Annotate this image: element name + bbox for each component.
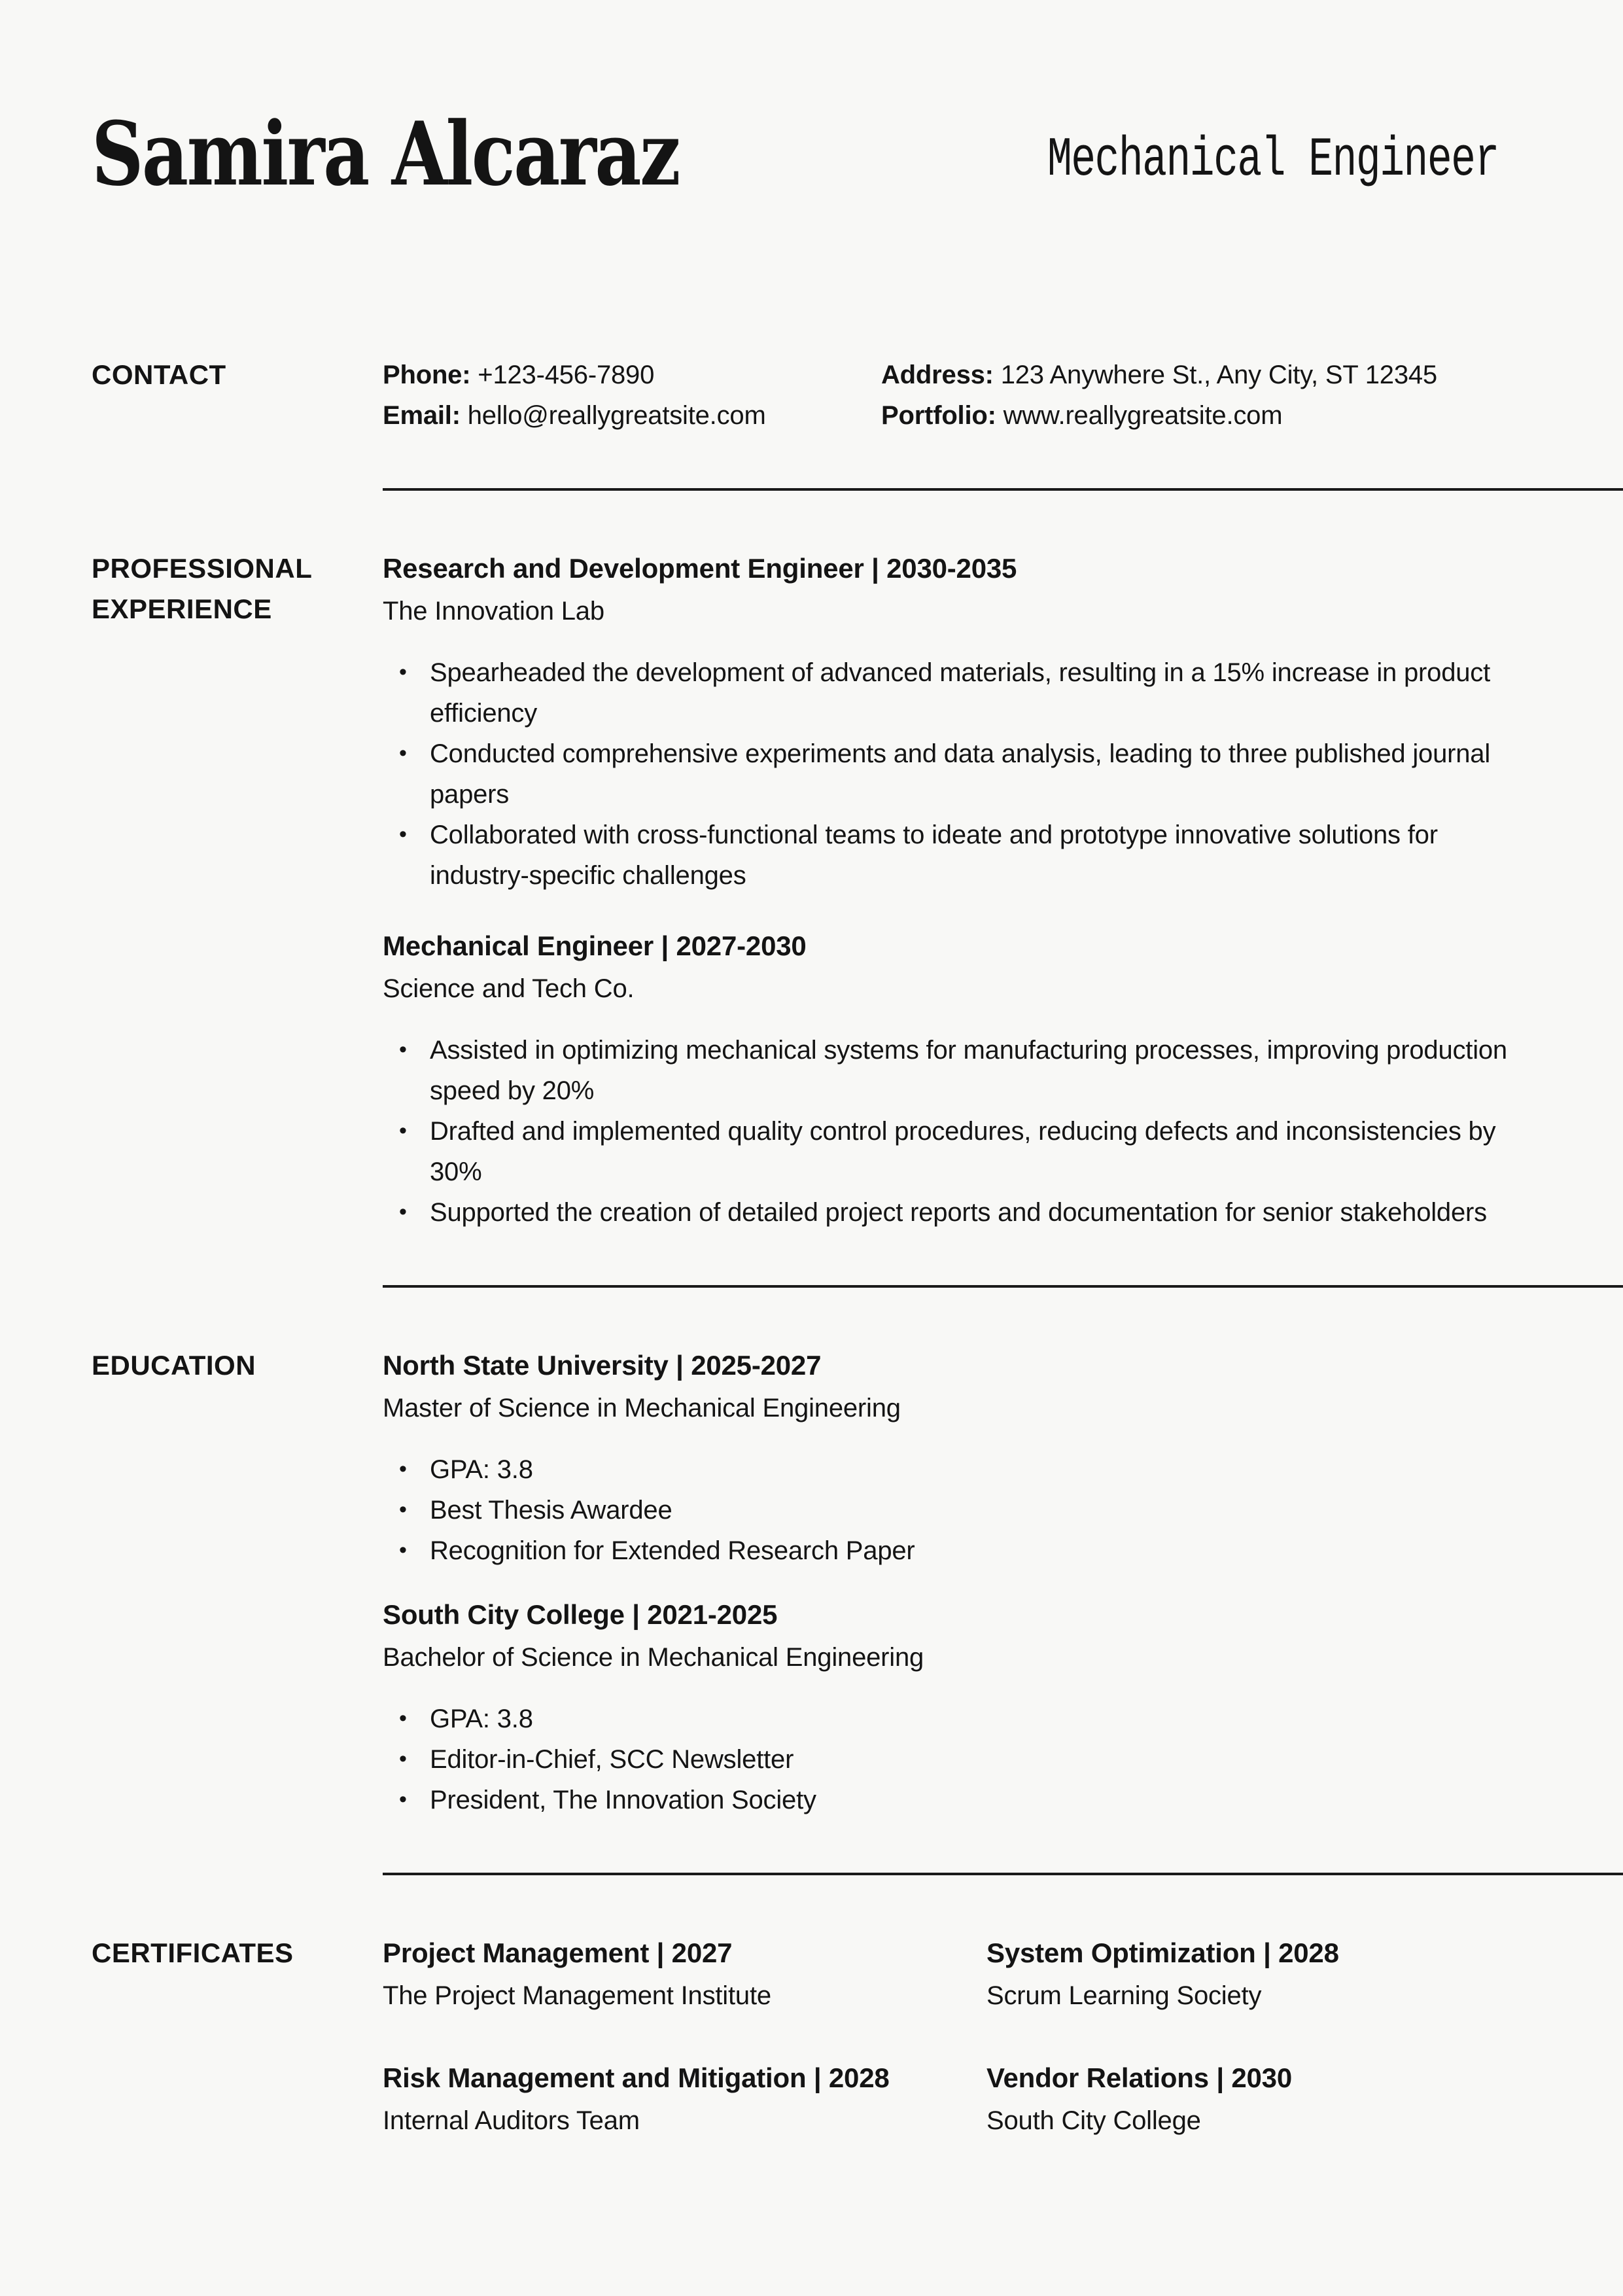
job-title: Research and Development Engineer | 2030-2035 [383,553,1017,584]
contact-item-email [383,395,881,436]
job-company: The Innovation Lab [383,597,604,626]
bullet-item: • GPA: 3.8 [430,1699,1509,1739]
header [92,0,1623,205]
certificate-org: South City College [986,2106,1201,2135]
section-label-experience: PROFESSIONAL EXPERIENCE [92,553,312,624]
section-divider [383,1285,1623,1288]
contact-label-address: Address: [881,361,994,389]
experience-content [383,548,1548,1233]
school-bullet-list [383,1449,1548,1571]
bullet-item: • Conducted comprehensive experiments and data analysis, leading to three published journal papers [430,733,1509,815]
job-title: Mechanical Engineer | 2027-2030 [383,930,807,961]
bullet-item: • Best Thesis Awardee [430,1490,1509,1530]
contact-column-left [383,355,881,436]
section-divider [383,488,1623,491]
job-bullet-list [383,1030,1548,1233]
certificate-org: The Project Management Institute [383,1981,771,2010]
school-degree: Master of Science in Mechanical Engineering [383,1394,901,1422]
certificate-entry [986,2058,1548,2141]
contact-column-right [881,355,1548,436]
section-label-education: EDUCATION [92,1350,256,1381]
bullet-item: • Drafted and implemented quality control procedures, reducing defects and inconsistencies by 30% [430,1111,1509,1192]
contact-value-portfolio: www.reallygreatsite.com [1003,401,1283,430]
certificates-section [92,1933,1623,2141]
school-title: North State University | 2025-2027 [383,1350,822,1381]
contact-label-portfolio: Portfolio: [881,401,996,430]
contact-value-address: 123 Anywhere St., Any City, ST 12345 [1000,361,1437,389]
certificate-org: Internal Auditors Team [383,2106,640,2135]
education-section [92,1345,1623,1820]
bullet-item: • Supported the creation of detailed project reports and documentation for senior stakeholders [430,1192,1509,1233]
section-label-contact: CONTACT [92,359,226,390]
contact-item-address [881,355,1548,395]
section-divider [383,1873,1623,1875]
contact-value-email: hello@reallygreatsite.com [467,401,766,430]
school-bullet-list [383,1699,1548,1820]
contact-label-phone: Phone: [383,361,471,389]
job-entry [383,926,1548,1233]
person-name: Samira Alcaraz [92,102,680,205]
section-label-certificates: CERTIFICATES [92,1937,294,1968]
bullet-item: • President, The Innovation Society [430,1780,1509,1820]
contact-value-phone: +123-456-7890 [478,361,655,389]
school-title: South City College | 2021-2025 [383,1599,778,1630]
certificate-title: Risk Management and Mitigation | 2028 [383,2062,890,2093]
bullet-item: • Collaborated with cross-functional teams to ideate and prototype innovative solutions for industry-specific challenges [430,815,1509,896]
school-degree: Bachelor of Science in Mechanical Engineering [383,1643,924,1672]
contact-item-portfolio [881,395,1548,436]
job-entry [383,548,1548,896]
certificates-content [383,1933,1548,2141]
experience-section [92,548,1623,1233]
education-content [383,1345,1548,1820]
certificates-grid [383,1933,1548,2141]
school-entry [383,1595,1548,1820]
certificate-entry [383,2058,986,2141]
certificate-entry [383,1933,986,2016]
certificate-title: Vendor Relations | 2030 [986,2062,1292,2093]
contact-section [92,355,1623,436]
bullet-item: • Spearheaded the development of advanced materials, resulting in a 15% increase in product efficiency [430,652,1509,733]
contact-grid [383,355,1548,436]
job-bullet-list [383,652,1548,896]
bullet-item: • Assisted in optimizing mechanical systems for manufacturing processes, improving production speed by 20% [430,1030,1509,1111]
person-title: Mechanical Engineer [1047,130,1499,192]
contact-label-email: Email: [383,401,461,430]
school-entry [383,1345,1548,1571]
certificate-entry [986,1933,1548,2016]
certificate-title: System Optimization | 2028 [986,1937,1339,1968]
job-company: Science and Tech Co. [383,974,635,1003]
bullet-item: • GPA: 3.8 [430,1449,1509,1490]
certificate-title: Project Management | 2027 [383,1937,733,1968]
contact-content [383,355,1548,436]
contact-item-phone [383,355,881,395]
bullet-item: • Editor-in-Chief, SCC Newsletter [430,1739,1509,1780]
certificate-org: Scrum Learning Society [986,1981,1262,2010]
bullet-item: • Recognition for Extended Research Paper [430,1530,1509,1571]
